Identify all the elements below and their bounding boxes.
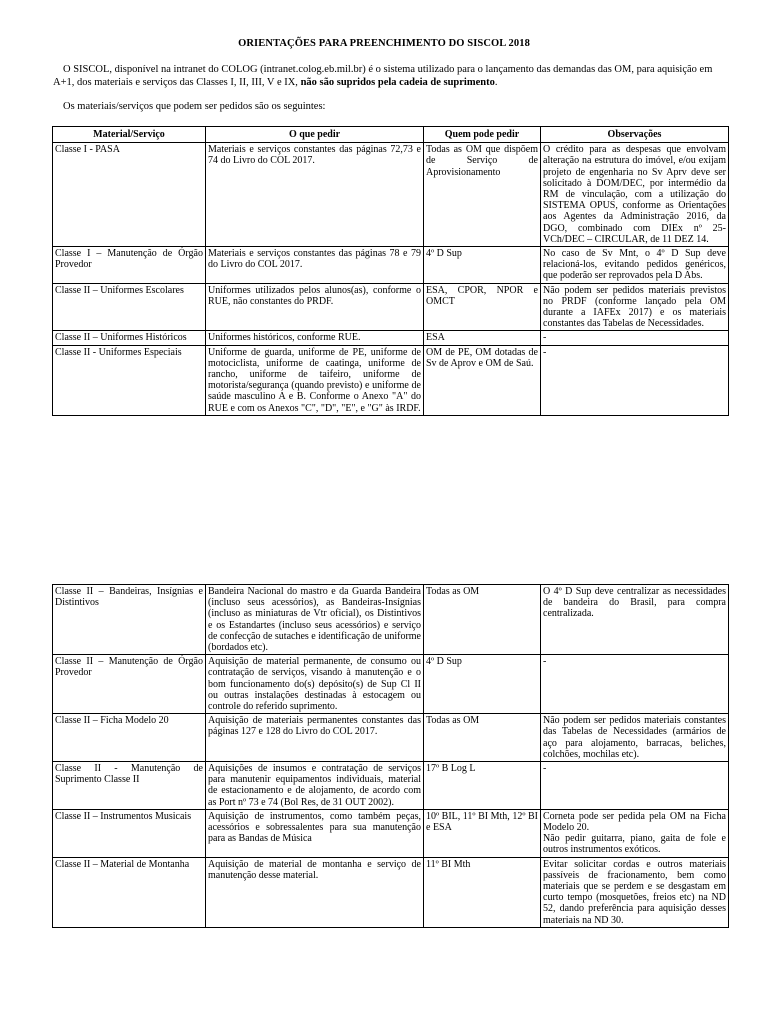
cell-what: Aquisição de material de montanha e serviço de manutenção desse material. bbox=[206, 857, 424, 927]
table-row bbox=[53, 809, 729, 857]
cell-what: Uniformes utilizados pelos alunos(as), conforme o RUE, não constantes do PRDF. bbox=[206, 283, 424, 331]
cell-who: Todas as OM bbox=[424, 714, 541, 762]
intro-text: O SISCOL, disponível na intranet do COLOG (intranet.colog.eb.mil.br) é o sistema utilizado para o lançamento das demandas das OM, para aquisição em A+1, dos materiais e serviços das Classes I, II, III, V e IX, bbox=[53, 64, 713, 88]
cell-material: Classe II – Bandeiras, Insígnias e Distintivos bbox=[53, 585, 206, 655]
cell-obs: - bbox=[541, 345, 729, 415]
materials-table-page-1 bbox=[52, 126, 729, 416]
cell-what: Uniforme de guarda, uniforme de PE, uniforme de motociclista, uniforme de caatinga, uniforme de rancho, uniforme de taifeiro, uniforme de motorista/segurança (quando previsto) e uniforme de saúde masculino A e B. Conforme o Anexo "A" do RUE e com os Anexos "C", "D", "E", e "G" às IRDF. bbox=[206, 345, 424, 415]
cell-who: ESA, CPOR, NPOR e OMCT bbox=[424, 283, 541, 331]
intro-bold-text: não são supridos pela cadeia de suprimento bbox=[300, 76, 495, 88]
intro-materials-list: Os materiais/serviços que podem ser pedidos são os seguintes: bbox=[63, 101, 326, 112]
cell-what: Aquisição de instrumentos, como também peças, acessórios e sobressalentes para sua manutenção para as Bandas de Música bbox=[206, 809, 424, 857]
table-row bbox=[53, 143, 729, 247]
cell-what: Materiais e serviços constantes das páginas 78 e 79 do Livro do COL 2017. bbox=[206, 247, 424, 284]
page-title: ORIENTAÇÕES PARA PREENCHIMENTO DO SISCOL 2018 bbox=[238, 38, 530, 49]
header-material: Material/Serviço bbox=[53, 127, 206, 143]
cell-obs: Não podem ser pedidos materiais constantes das Tabelas de Necessidades (armários de aço para alojamento, barracas, beliches, colchões, mochilas etc). bbox=[541, 714, 729, 762]
table-row bbox=[53, 585, 729, 655]
cell-material: Classe II – Ficha Modelo 20 bbox=[53, 714, 206, 762]
cell-material: Classe II – Instrumentos Musicais bbox=[53, 809, 206, 857]
cell-material: Classe I – Manutenção de Órgão Provedor bbox=[53, 247, 206, 284]
cell-obs: No caso de Sv Mnt, o 4º D Sup deve relacioná-los, evitando pedidos genéricos, que poderão ser reprovados pela D Abs. bbox=[541, 247, 729, 284]
header-what: O que pedir bbox=[206, 127, 424, 143]
table-row bbox=[53, 714, 729, 762]
cell-material: Classe II – Manutenção de Órgão Provedor bbox=[53, 655, 206, 714]
cell-who: 17º B Log L bbox=[424, 762, 541, 810]
cell-obs: O 4º D Sup deve centralizar as necessidades de bandeira do Brasil, para compra centralizada. bbox=[541, 585, 729, 655]
cell-what: Bandeira Nacional do mastro e da Guarda Bandeira (incluso seus acessórios), as Bandeiras-Insígnias (incluso as miniaturas de Vtr oficial), os Distintivos e os Estandartes (incluso seus acessórios) e serviço de confecção de sutaches e identificação de uniforme (bordados etc). bbox=[206, 585, 424, 655]
intro-paragraph bbox=[53, 64, 729, 89]
cell-who: ESA bbox=[424, 331, 541, 345]
cell-who: 11º BI Mth bbox=[424, 857, 541, 927]
cell-what: Aquisição de material permanente, de consumo ou contratação de serviços, visando à manutenção e o bom funcionamento do(s) depósito(s) de Sup Cl II ou outras instalações destinadas à estocagem ou controle do referido suprimento. bbox=[206, 655, 424, 714]
cell-who: 4º D Sup bbox=[424, 247, 541, 284]
table-row bbox=[53, 762, 729, 810]
cell-obs: Evitar solicitar cordas e outros materiais passíveis de fracionamento, bem como materiais que se perdem e se desgastam em curto tempo (mosquetões, freios etc) na ND 52, dando preferência para aquisição desses materiais na ND 30. bbox=[541, 857, 729, 927]
cell-who: OM de PE, OM dotadas de Sv de Aprov e OM de Saú. bbox=[424, 345, 541, 415]
header-who: Quem pode pedir bbox=[424, 127, 541, 143]
cell-obs: O crédito para as despesas que envolvam alteração na estrutura do imóvel, e/ou exijam projeto de engenharia no Sv Aprv deve ser solicitado à DOM/DEC, por intermédio da RM de vinculação, com a utilização do SISTEMA OPUS, conforme as Orientações aos Agentes da Administração 2016, da DGO, combinado com DIEx nº 25-VCh/DEC – CIRCULAR, de 11 DEZ 14. bbox=[541, 143, 729, 247]
table-row bbox=[53, 655, 729, 714]
cell-material: Classe II - Manutenção de Suprimento Classe II bbox=[53, 762, 206, 810]
cell-what: Uniformes históricos, conforme RUE. bbox=[206, 331, 424, 345]
cell-material: Classe II – Uniformes Históricos bbox=[53, 331, 206, 345]
cell-who: Todas as OM bbox=[424, 585, 541, 655]
cell-obs: Não podem ser pedidos materiais previstos no PRDF (conforme lançado pela OM durante a IAFEx 2017) e os materiais constantes das Tabelas de Necessidades. bbox=[541, 283, 729, 331]
table-header-row bbox=[53, 127, 729, 143]
cell-material: Classe II - Uniformes Especiais bbox=[53, 345, 206, 415]
cell-who: 10º BIL, 11º BI Mth, 12º BI e ESA bbox=[424, 809, 541, 857]
cell-material: Classe II – Material de Montanha bbox=[53, 857, 206, 927]
cell-obs: - bbox=[541, 331, 729, 345]
table-row bbox=[53, 247, 729, 284]
table-row bbox=[53, 331, 729, 345]
cell-what: Materiais e serviços constantes das páginas 72,73 e 74 do Livro do COL 2017. bbox=[206, 143, 424, 247]
cell-obs: Corneta pode ser pedida pela OM na Ficha Modelo 20. Não pedir guitarra, piano, gaita de fole e outros instrumentos exóticos. bbox=[541, 809, 729, 857]
cell-obs: - bbox=[541, 762, 729, 810]
cell-who: Todas as OM que dispõem de Serviço de Aprovisionamento bbox=[424, 143, 541, 247]
table-row bbox=[53, 283, 729, 331]
cell-obs: - bbox=[541, 655, 729, 714]
cell-who: 4º D Sup bbox=[424, 655, 541, 714]
table-row bbox=[53, 857, 729, 927]
cell-what: Aquisições de insumos e contratação de serviços para manutenir equipamentos individuais, material de estacionamento e de alojamento, de acordo com as Port nº 73 e 74 (Bol Res, de 31 OUT 2002). bbox=[206, 762, 424, 810]
table-row bbox=[53, 345, 729, 415]
cell-what: Aquisição de materiais permanentes constantes das páginas 127 e 128 do Livro do COL 2017. bbox=[206, 714, 424, 762]
materials-table-page-2 bbox=[52, 584, 729, 928]
cell-material: Classe I - PASA bbox=[53, 143, 206, 247]
intro-end: . bbox=[494, 76, 498, 88]
cell-material: Classe II – Uniformes Escolares bbox=[53, 283, 206, 331]
header-obs: Observações bbox=[541, 127, 729, 143]
